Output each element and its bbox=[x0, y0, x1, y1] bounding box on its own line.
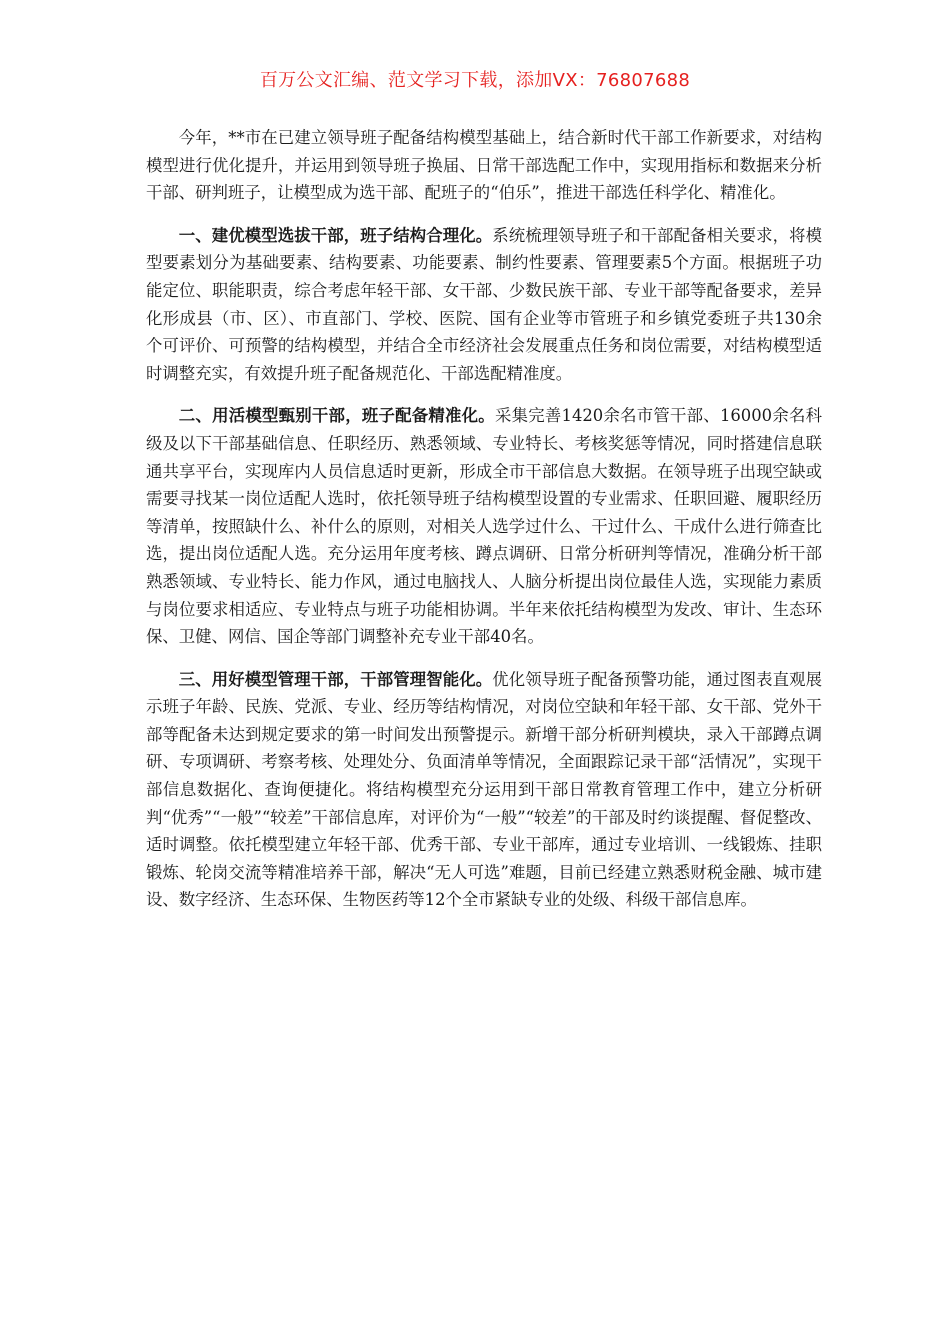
section-paragraph-3 bbox=[146, 666, 822, 914]
section-heading-1: 一、建优模型选拔干部，班子结构合理化。 bbox=[178, 225, 493, 245]
watermark-header: 百万公文汇编、范文学习下载，添加VX：76807688 bbox=[259, 70, 691, 91]
section-paragraph-1 bbox=[146, 222, 822, 388]
section-heading-2: 二、用活模型甄别干部，班子配备精准化。 bbox=[178, 406, 495, 426]
section-text-1: 系统梳理领导班子和干部配备相关要求，将模型要素划分为基础要素、结构要素、功能要素、制约性要素、管理要素5个方面。根据班子功能定位、职能职责，综合考虑年轻干部、女干部、少数民族干部、专业干部等配备要求，差异化形成县（市、区）、市直部门、学校、医院、国有企业等市管班子和乡镇党委班子共130余个可评价、可预警的结构模型，并结合全市经济社会发展重点任务和岗位需要，对结构模型适时调整充实，有效提升班子配备规范化、干部选配精准度。 bbox=[146, 225, 822, 383]
section-text-2: 采集完善1420余名市管干部、16000余名科级及以下干部基础信息、任职经历、熟悉领域、专业特长、考核奖惩等情况，同时搭建信息联通共享平台，实现库内人员信息适时更新，形成全市干部信息大数据。在领导班子出现空缺或需要寻找某一岗位适配人选时，依托领导班子结构模型设置的专业需求、任职回避、履职经历等清单，按照缺什么、补什么的原则，对相关人选学过什么、干过什么、干成什么进行筛查比选，提出岗位适配人选。充分运用年度考核、蹲点调研、日常分析研判等情况，准确分析干部熟悉领域、专业特长、能力作风，通过电脑找人、人脑分析提出岗位最佳人选，实现能力素质与岗位要求相适应、专业特点与班子功能相协调。半年来依托结构模型为发改、审计、生态环保、卫健、网信、国企等部门调整补充专业干部40名。 bbox=[146, 406, 823, 647]
document-body bbox=[146, 124, 822, 929]
section-paragraph-2 bbox=[146, 402, 822, 650]
intro-paragraph: 今年，**市在已建立领导班子配备结构模型基础上，结合新时代干部工作新要求，对结构模型进行优化提升，并运用到领导班子换届、日常干部选配工作中，实现用指标和数据来分析干部、研判班子，让模型成为选干部、配班子的“伯乐”，推进干部选任科学化、精准化。 bbox=[146, 128, 822, 203]
section-text-3: 优化领导班子配备预警功能，通过图表直观展示班子年龄、民族、党派、专业、经历等结构情况，对岗位空缺和年轻干部、女干部、党外干部等配备未达到规定要求的第一时间发出预警提示。新增干部分析研判模块，录入干部蹲点调研、专项调研、考察考核、处理处分、负面清单等情况，全面跟踪记录干部“活情况”，实现干部信息数据化、查询便捷化。将结构模型充分运用到干部日常教育管理工作中，建立分析研判“优秀”“一般”“较差”干部信息库，对评价为“一般”“较差”的干部及时约谈提醒、督促整改、适时调整。依托模型建立年轻干部、优秀干部、专业干部库，通过专业培训、一线锻炼、挂职锻炼、轮岗交流等精准培养干部，解决“无人可选”难题，目前已经建立熟悉财税金融、城市建设、数字经济、生态环保、生物医药等12个全市紧缺专业的处级、科级干部信息库。 bbox=[146, 669, 822, 910]
section-heading-3: 三、用好模型管理干部，干部管理智能化。 bbox=[178, 669, 493, 689]
